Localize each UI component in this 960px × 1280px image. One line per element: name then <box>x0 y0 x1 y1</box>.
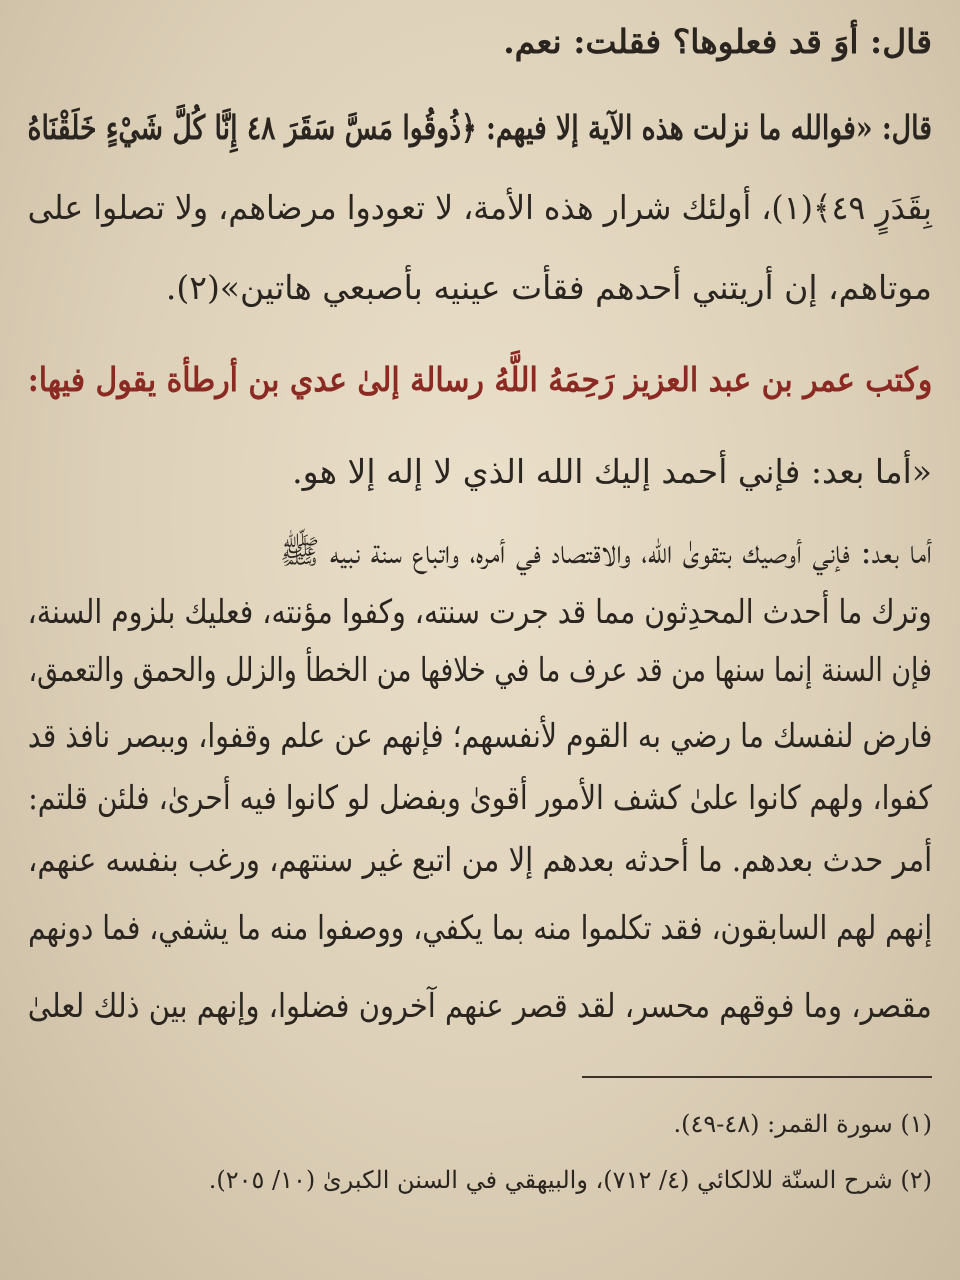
text-line-11: كفوا، ولهم كانوا علىٰ كشف الأمور أقوىٰ وبفضل لو كانوا فيه أحرىٰ، فلئن قلتم: <box>28 778 932 817</box>
text-line-5-heading: وكتب عمر بن عبد العزيز رَحِمَهُ اللَّهُ رسالة إلىٰ عدي بن أرطأة يقول فيها: <box>27 360 932 399</box>
text-line-9: فإن السنة إنما سنها من قد عرف ما في خلافها من الخطأ والزلل والحمق والتعمق، <box>28 650 932 689</box>
text-line-4: موتاهم، إن أريتني أحدهم فقأت عينيه بأصبعي هاتين»(٢). <box>165 268 932 307</box>
text-line-13: إنهم لهم السابقون، فقد تكلموا منه بما يكفي، ووصفوا منه ما يشفي، فما دونهم <box>27 908 932 947</box>
text-line-10: فارض لنفسك ما رضي به القوم لأنفسهم؛ فإنهم عن علم وقفوا، وببصر نافذ قد <box>27 716 932 755</box>
text-line-1: قال: أوَ قد فعلوها؟ فقلت: نعم. <box>503 22 932 61</box>
text-line-6: «أما بعد: فإني أحمد إليك الله الذي لا إله إلا هو. <box>292 452 932 491</box>
text-line-2: قال: «فوالله ما نزلت هذه الآية إلا فيهم: ﴿ذُوقُوا مَسَّ سَقَرَ ٤٨ إِنَّا كُلَّ شَيْءٍ خَلَقْنَاهُ <box>27 108 932 147</box>
footnote-separator <box>582 1076 932 1078</box>
text-line-14: مقصر، وما فوقهم محسر، لقد قصر عنهم آخرون فضلوا، وإنهم بين ذلك لعلىٰ <box>28 986 932 1025</box>
footnote-2: (٢) شرح السنّة للالكائي (٤/ ٧١٢)، والبيهقي في السنن الكبرىٰ (١٠/ ٢٠٥). <box>208 1166 932 1194</box>
text-line-12: أمر حدث بعدهم. ما أحدثه بعدهم إلا من اتبع غير سنتهم، ورغب بنفسه عنهم، <box>27 840 932 879</box>
text-line-7: أما بعد: فإني أوصيك بتقوىٰ الله، والاقتصاد في أمره، واتباع سنة نبيه ﷺ <box>279 532 932 571</box>
text-line-8: وترك ما أحدث المحدِثون مما قد جرت سنته، وكفوا مؤنته، فعليك بلزوم السنة، <box>27 592 932 631</box>
footnote-1: (١) سورة القمر: (٤٨-٤٩). <box>673 1110 932 1138</box>
text-line-3: بِقَدَرٍ ٤٩﴾(١)، أولئك شرار هذه الأمة، لا تعودوا مرضاهم، ولا تصلوا على <box>27 188 932 227</box>
